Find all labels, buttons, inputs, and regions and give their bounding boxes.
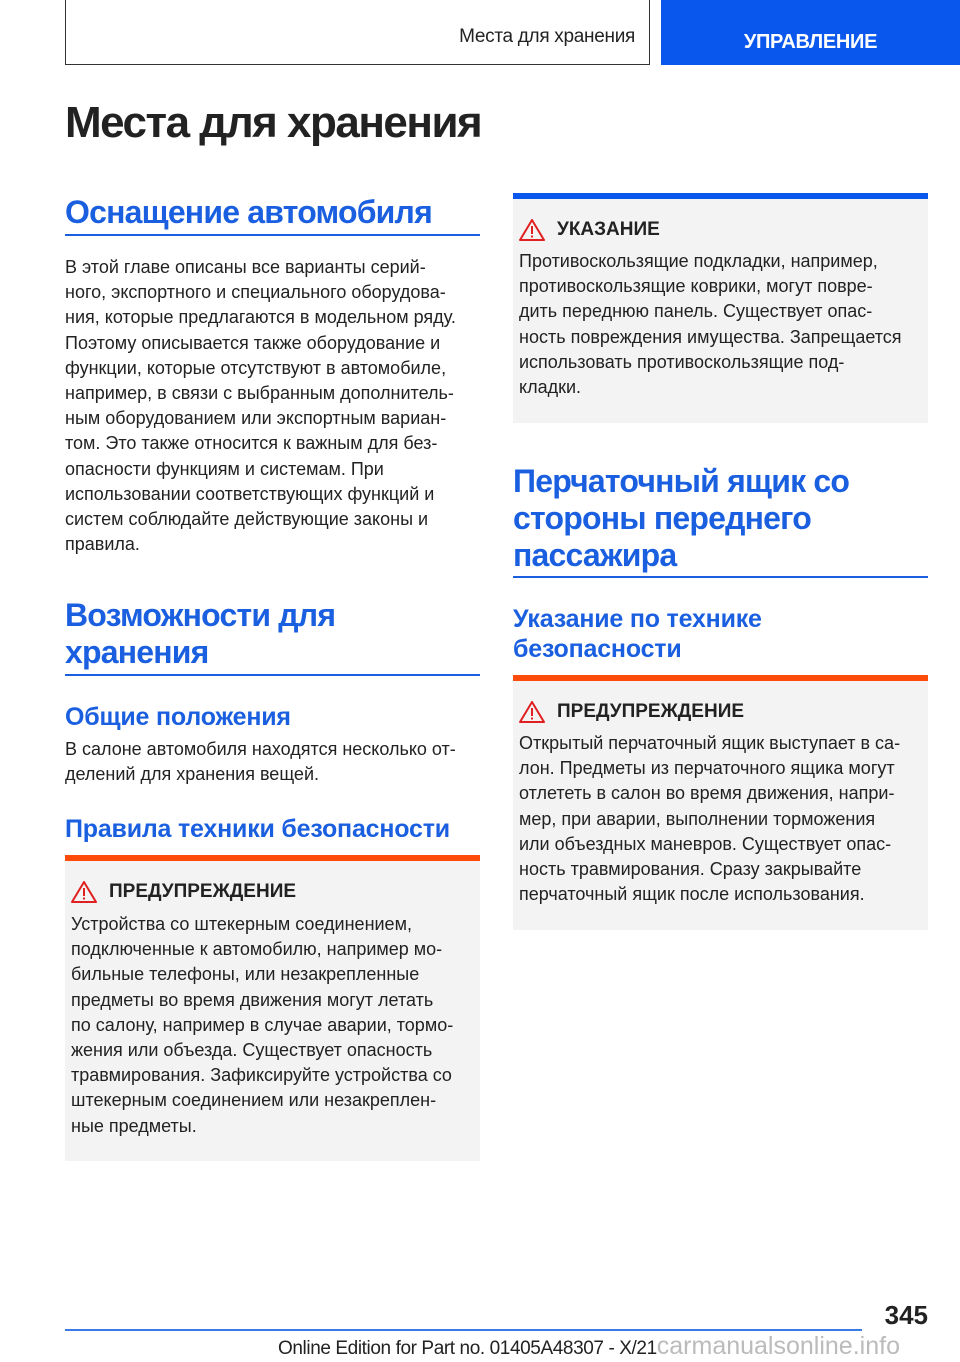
page-title: Места для хранения — [65, 98, 482, 147]
warning-triangle-icon — [519, 219, 545, 241]
text-line: бильные телефоны, или незакрепленные — [71, 964, 420, 985]
warning-text — [71, 912, 474, 1139]
text-line: В салоне автомобиля находятся несколько от- — [65, 739, 456, 759]
text-line: жения или объезда. Существует опасность — [71, 1040, 433, 1061]
text-line: Открытый перчаточный ящик выступает в са- — [519, 733, 901, 753]
text-line: штекерным соединением или незакреплен- — [71, 1090, 437, 1111]
text-line: ные предметы. — [71, 1115, 197, 1136]
footer — [278, 1332, 900, 1361]
header-frame — [65, 0, 650, 65]
warning-box — [513, 675, 928, 930]
equipment-text — [65, 255, 456, 557]
text-line: Перчаточный ящик со — [513, 463, 850, 499]
text-line: Поэтому описывается также оборудование и — [65, 332, 441, 353]
text-line: использовании соответствующих функций и — [65, 483, 435, 504]
text-line: лон. Предметы из перчаточного ящика могут — [519, 758, 895, 779]
text-line: правила. — [65, 534, 140, 555]
notice-label: УКАЗАНИЕ — [557, 219, 660, 240]
text-line: мер, при аварии, выполнении торможения — [519, 808, 876, 829]
text-line: ным оборудованием или экспортным вариан- — [65, 408, 447, 429]
warning-header — [519, 701, 922, 723]
text-line: Указание по технике — [513, 605, 762, 633]
warning-header — [71, 881, 474, 903]
text-line: В этой главе описаны все варианты серий- — [65, 257, 426, 277]
text-line: или объездных маневров. Существует опас- — [519, 833, 892, 854]
text-line: Устройства со штекерным соединением, — [71, 914, 412, 934]
header-section-title: Места для хранения — [459, 26, 635, 47]
text-line: по салону, например в случае аварии, тормо- — [71, 1014, 454, 1035]
edition-text: Online Edition for Part no. 01405A48307 - X/21 — [278, 1338, 657, 1359]
warning-box — [65, 855, 480, 1161]
warning-label: ПРЕДУПРЕЖДЕНИЕ — [557, 701, 745, 722]
heading-rule — [65, 674, 480, 676]
text-line: перчаточный ящик после использования. — [519, 884, 865, 905]
notice-text — [519, 249, 922, 400]
text-line: ность повреждения имущества. Запрещается — [519, 326, 902, 347]
text-line: подключенные к автомобилю, например мо- — [71, 939, 443, 960]
chapter-tab[interactable]: УПРАВЛЕНИЕ — [661, 0, 960, 65]
heading-equipment: Оснащение автомобиля — [65, 194, 432, 230]
text-line: например, в связи с выбранным дополнитель- — [65, 383, 454, 404]
text-line: отлететь в салон во время движения, напри- — [519, 783, 895, 804]
heading-glovebox — [513, 463, 849, 574]
text-line: пассажира — [513, 537, 677, 573]
text-line: ность травмирования. Сразу закрывайте — [519, 859, 862, 880]
warning-triangle-icon — [519, 701, 545, 723]
heading-rule — [513, 576, 928, 578]
text-line: систем соблюдайте действующие законы и — [65, 509, 429, 530]
text-line: предметы во время движения могут летать — [71, 989, 434, 1010]
watermark[interactable]: carmanualsonline.info — [656, 1332, 900, 1360]
warning-triangle-icon — [71, 881, 97, 903]
text-line: ного, экспортного и специального оборудова- — [65, 282, 446, 303]
warning-label: ПРЕДУПРЕЖДЕНИЕ — [109, 881, 297, 902]
footer-rule — [65, 1329, 862, 1331]
heading-storage — [65, 597, 335, 671]
heading-safety-note — [513, 604, 762, 664]
text-line: Возможности для — [65, 597, 336, 633]
text-line: функции, которые отсутствуют в автомобиле, — [65, 357, 447, 378]
text-line: опасности функциям и системам. При — [65, 458, 384, 479]
text-line: стороны переднего — [513, 500, 811, 536]
heading-general: Общие положения — [65, 703, 291, 731]
text-line: ния, которые предлагаются в модельном ряду. — [65, 307, 456, 328]
heading-rule — [65, 234, 480, 236]
notice-header — [519, 219, 922, 241]
page-number: 345 — [884, 1300, 928, 1330]
text-line: безопасности — [513, 635, 682, 663]
text-line: использовать противоскользящие под- — [519, 351, 845, 372]
text-line: Противоскользящие подкладки, например, — [519, 251, 878, 271]
text-line: травмирования. Зафиксируйте устройства со — [71, 1065, 452, 1086]
general-text — [65, 737, 456, 787]
warning-text — [519, 731, 922, 907]
text-line: кладки. — [519, 377, 582, 398]
heading-safety-rules: Правила техники безопасности — [65, 815, 450, 843]
text-line: делений для хранения вещей. — [65, 764, 319, 785]
text-line: дить переднюю панель. Существует опас- — [519, 301, 873, 322]
text-line: противоскользящие коврики, могут повре- — [519, 276, 873, 297]
notice-box — [513, 193, 928, 423]
text-line: том. Это также относится к важным для без- — [65, 433, 438, 454]
text-line: хранения — [65, 634, 209, 670]
